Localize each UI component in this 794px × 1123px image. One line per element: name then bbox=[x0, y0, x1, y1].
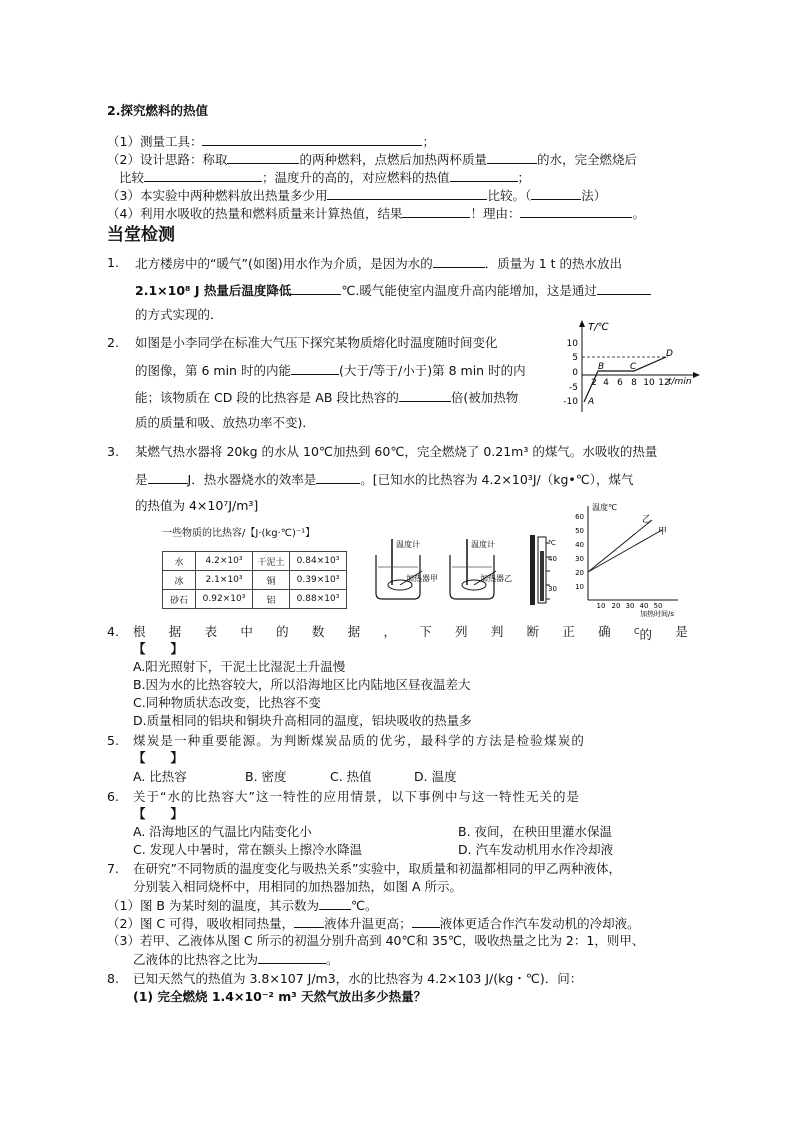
sec2-line-3: 比较 ；温度升的高的，对应燃料的热值 ； bbox=[119, 170, 531, 185]
series-line-yi bbox=[588, 520, 652, 572]
specific-heat-table bbox=[162, 551, 347, 609]
question-number: 1. bbox=[107, 255, 119, 270]
answer-blank[interactable] bbox=[433, 254, 485, 268]
q7-part-1: （1）图 B 为某时刻的温度，其示数为 ℃。 bbox=[107, 898, 378, 913]
answer-blank[interactable] bbox=[316, 470, 360, 484]
option-b[interactable]: B. 密度 bbox=[245, 769, 287, 784]
sec2-line-4: （3）本实验中两种燃料放出热量多少用 比较。（ 法） bbox=[107, 188, 607, 203]
q3-line-2: 是 J．热水器烧水的效率是 。[已知水的比热容为 4.2×10³J/（kg•℃），煤气 bbox=[135, 472, 634, 487]
option-d[interactable]: D.质量相同的铝块和铜块升高相同的温度，铝块吸收的热量多 bbox=[133, 713, 472, 728]
q8-line-1: 已知天然气的热值为 3.8×107 J/m3，水的比热容为 4.2×103 J/(kg・℃)．问： bbox=[133, 971, 583, 986]
question-number: 5. bbox=[107, 733, 119, 748]
q2-line-1: 如图是小李同学在标准大气压下探究某物质熔化时温度随时间变化 bbox=[135, 335, 498, 350]
q4-stem: 根 据 表 中 的 数 据 ， 下 列 判 断 正 确 $^C$的 是 bbox=[133, 624, 688, 643]
tick-label: 10 bbox=[596, 602, 606, 610]
answer-blank[interactable] bbox=[399, 388, 451, 402]
axis-label: t/min bbox=[668, 377, 692, 387]
tick-label: -5 bbox=[569, 383, 578, 393]
q1-line-2: 2.1×10⁸ J 热量后温度降低 ℃.暖气能使室内温度升高内能增加，这是通过 bbox=[135, 281, 651, 300]
series-label: 甲 bbox=[658, 527, 668, 537]
tick-label: 10 bbox=[643, 378, 655, 388]
question-number: 2. bbox=[107, 335, 119, 350]
tick-label: 30 bbox=[575, 555, 584, 563]
answer-blank[interactable] bbox=[319, 896, 351, 910]
q1-line-3: 的方式实现的． bbox=[135, 307, 223, 322]
tick-label: 50 bbox=[575, 527, 584, 535]
tick-label: 8 bbox=[631, 378, 637, 388]
heater-label: 加热器甲 bbox=[406, 574, 438, 583]
tick-label: 30 bbox=[548, 585, 557, 593]
thermometer-figure bbox=[528, 533, 560, 607]
tick-label: 6 bbox=[617, 378, 623, 388]
thermometer-label: 温度计 bbox=[471, 540, 495, 549]
answer-blank[interactable] bbox=[258, 950, 326, 964]
tick-label: 20 bbox=[575, 569, 584, 577]
answer-blank[interactable] bbox=[450, 168, 518, 182]
series-label: 乙 bbox=[642, 515, 652, 525]
option-c[interactable]: C. 热值 bbox=[330, 769, 372, 784]
melting-graph bbox=[558, 318, 708, 416]
option-b[interactable]: B.因为水的比热容较大，所以沿海地区比内陆地区昼夜温差大 bbox=[133, 677, 471, 692]
tick-label: 40 bbox=[548, 555, 557, 563]
q1-line-1: 北方楼房中的“暖气”(如图)用水作为介质，是因为水的 ．质量为 1 t 的热水放出 bbox=[135, 256, 622, 271]
q3-line-1: 某燃气热水器将 20kg 的水从 10℃加热到 60℃，完全燃烧了 0.21m³ 的煤气。水吸收的热量 bbox=[135, 444, 658, 459]
q8-subquestion-1: (1) 完全燃烧 1.4×10⁻² m³ 天然气放出多少热量？ bbox=[133, 989, 427, 1004]
question-number: 3. bbox=[107, 444, 119, 459]
sec2-line-2: （2）设计思路：称取 的两种燃料，点燃后加热两杯质量 的水，完全燃烧后 bbox=[107, 152, 637, 167]
answer-blank[interactable] bbox=[291, 361, 339, 375]
option-a[interactable]: A. 沿海地区的气温比内陆变化小 bbox=[133, 824, 312, 839]
table-row: 冰 2.1×10³ 铜 0.39×10³ bbox=[163, 571, 347, 590]
axis-label: 温度℃ bbox=[592, 503, 617, 512]
point-label: A bbox=[588, 397, 595, 407]
tick-label: 20 bbox=[611, 602, 621, 610]
tick-label: 5 bbox=[572, 353, 578, 363]
tick-label: 60 bbox=[575, 513, 584, 521]
tick-label: 0 bbox=[572, 368, 578, 378]
tick-label: 10 bbox=[575, 583, 584, 591]
q7-line-2: 分别装入相同烧杯中，用相同的加热器加热，如图 A 所示。 bbox=[133, 879, 462, 894]
q6-stem: 关于“水的比热容大”这一特性的应用情景，以下事例中与这一特性无关的是 bbox=[133, 789, 580, 804]
answer-blank[interactable] bbox=[144, 168, 262, 182]
answer-blank[interactable] bbox=[597, 281, 651, 295]
answer-bracket[interactable]: 【 】 bbox=[133, 641, 184, 656]
option-d[interactable]: D. 汽车发动机用水作冷却液 bbox=[458, 842, 614, 857]
option-c[interactable]: C. 发现人中暑时，常在额头上擦冷水降温 bbox=[133, 842, 363, 857]
q7-part-3-cont: 乙液体的比热容之比为 。 bbox=[133, 952, 339, 967]
option-b[interactable]: B. 夜间，在秧田里灌水保温 bbox=[458, 824, 613, 839]
question-number: 4. bbox=[107, 624, 119, 639]
point-label: B bbox=[598, 362, 605, 372]
heater-label: 加热器乙 bbox=[480, 574, 512, 583]
tick-label: 10 bbox=[566, 339, 578, 349]
sec2-line-1: （1）测量工具： ； bbox=[107, 134, 435, 149]
tick-label: 12 bbox=[658, 378, 670, 388]
heating-graph bbox=[568, 500, 688, 620]
q2-line-4: 质的质量和吸、放热功率不变)． bbox=[135, 415, 315, 430]
question-number: 8. bbox=[107, 971, 119, 986]
tick-label: 40 bbox=[639, 602, 649, 610]
tick-label: 50 bbox=[653, 602, 663, 610]
section-heading: 当堂检测 bbox=[107, 225, 175, 245]
axis-label: 加热时间/s bbox=[640, 610, 675, 618]
point-label: C bbox=[630, 362, 637, 372]
q3-line-3: 的热值为 4×10⁷J/m³] bbox=[135, 498, 259, 513]
table-row: 水 4.2×10³ 干泥土 0.84×10³ bbox=[163, 552, 347, 571]
q5-stem: 煤炭是一种重要能源。为判断煤炭品质的优劣，最科学的方法是检验煤炭的 bbox=[133, 733, 586, 748]
question-number: 7. bbox=[107, 861, 119, 876]
answer-blank[interactable] bbox=[291, 281, 341, 295]
answer-bracket[interactable]: 【 】 bbox=[133, 750, 184, 765]
answer-blank[interactable] bbox=[402, 204, 470, 218]
section-title: 2.探究燃料的热值 bbox=[107, 103, 208, 118]
answer-blank[interactable] bbox=[487, 150, 537, 164]
tick-label: 40 bbox=[575, 541, 584, 549]
q7-line-1: 在研究”不同物质的温度变化与吸热关系”实验中，取质量和初温都相同的甲乙两种液体， bbox=[133, 861, 621, 876]
answer-blank[interactable] bbox=[520, 204, 632, 218]
q2-line-3: 能；该物质在 CD 段的比热容是 AB 段比热容的 倍(被加热物 bbox=[135, 390, 519, 405]
question-number: 6. bbox=[107, 789, 119, 804]
beaker-figure bbox=[370, 535, 520, 607]
answer-blank[interactable] bbox=[327, 186, 487, 200]
answer-blank[interactable] bbox=[202, 132, 422, 146]
sec2-line-5: （4）利用水吸收的热量和燃料质量来计算热值，结果 ！理由： 。 bbox=[107, 206, 645, 221]
tick-label: -10 bbox=[563, 397, 578, 407]
q7-part-2: （2）图 C 可得，吸收相同热量， 液体升温更高； 液体更适合作汽车发动机的冷却液。 bbox=[107, 916, 640, 931]
answer-blank[interactable] bbox=[412, 914, 440, 928]
table-caption: 一些物质的比热容/【J·(kg·℃)⁻¹】 bbox=[162, 528, 316, 539]
option-d[interactable]: D. 温度 bbox=[414, 769, 457, 784]
tick-label: 2 bbox=[591, 378, 597, 388]
answer-bracket[interactable]: 【 】 bbox=[133, 806, 184, 821]
option-a[interactable]: A. 比热容 bbox=[133, 769, 187, 784]
answer-blank[interactable] bbox=[227, 150, 299, 164]
tick-label: 4 bbox=[603, 378, 609, 388]
series-line-jia bbox=[588, 530, 662, 572]
q2-line-2: 的图像，第 6 min 时的内能 (大于/等于/小于)第 8 min 时的内 bbox=[135, 363, 526, 378]
point-label: D bbox=[666, 349, 673, 359]
option-a[interactable]: A.阳光照射下，干泥土比湿泥土升温慢 bbox=[133, 659, 346, 674]
axis-label: T/℃ bbox=[588, 322, 609, 333]
unit-label: ℃ bbox=[548, 539, 556, 547]
answer-blank[interactable] bbox=[531, 186, 581, 200]
answer-blank[interactable] bbox=[148, 470, 188, 484]
table-row: 砂石 0.92×10³ 铝 0.88×10³ bbox=[163, 590, 347, 609]
option-c[interactable]: C.同种物质状态改变，比热容不变 bbox=[133, 695, 321, 710]
q7-part-3: （3）若甲、乙液体从图 C 所示的初温分别升高到 40℃和 35℃，吸收热量之比为 2：1，则甲、 bbox=[107, 933, 645, 948]
thermometer-label: 温度计 bbox=[396, 540, 420, 549]
answer-blank[interactable] bbox=[294, 914, 324, 928]
tick-label: 30 bbox=[625, 602, 635, 610]
